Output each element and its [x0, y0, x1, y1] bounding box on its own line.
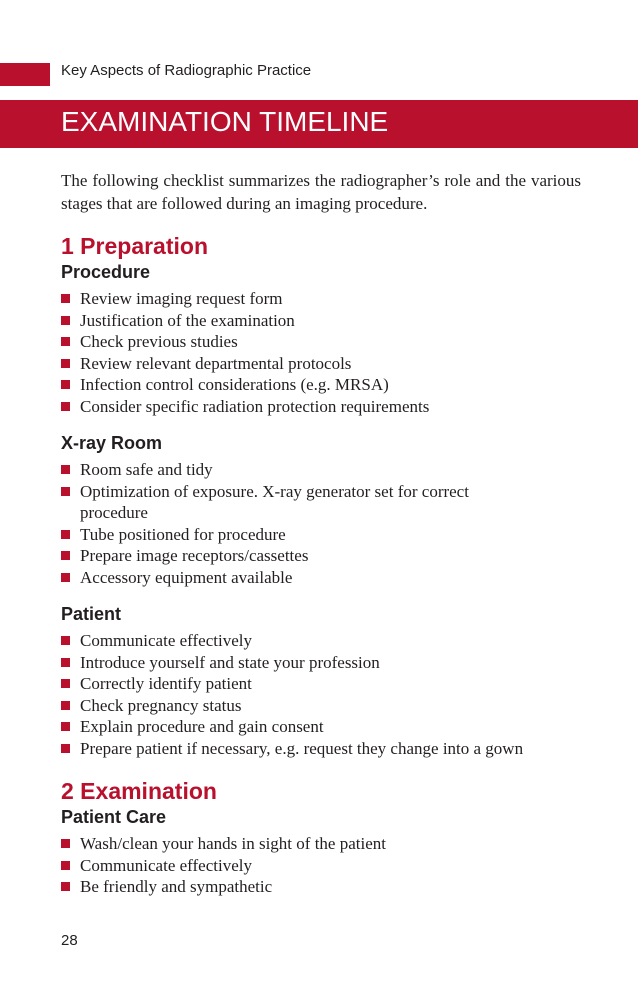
square-bullet-icon: [61, 380, 70, 389]
list-item: Justification of the examination: [61, 310, 591, 332]
list-item: Consider specific radiation protection requirements: [61, 396, 591, 418]
square-bullet-icon: [61, 551, 70, 560]
x-ray-room-checklist: [61, 459, 591, 588]
list-item: Check previous studies: [61, 331, 591, 353]
list-item: Tube positioned for procedure: [61, 524, 591, 546]
square-bullet-icon: [61, 316, 70, 325]
square-bullet-icon: [61, 294, 70, 303]
list-item: Optimization of exposure. X-ray generator set for correct procedure: [61, 481, 591, 524]
procedure-checklist: [61, 288, 591, 417]
list-item: Communicate effectively: [61, 855, 591, 877]
list-item: Check pregnancy status: [61, 695, 591, 717]
list-item: Wash/clean your hands in sight of the patient: [61, 833, 591, 855]
page-number: 28: [61, 932, 78, 949]
patient-checklist: [61, 630, 591, 759]
square-bullet-icon: [61, 658, 70, 667]
square-bullet-icon: [61, 636, 70, 645]
square-bullet-icon: [61, 465, 70, 474]
list-item: Prepare patient if necessary, e.g. request they change into a gown: [61, 738, 591, 760]
section-heading-preparation: 1 Preparation: [61, 233, 208, 259]
subheading-patient-care: Patient Care: [61, 807, 167, 827]
square-bullet-icon: [61, 487, 70, 496]
page-title: EXAMINATION TIMELINE: [61, 106, 389, 137]
square-bullet-icon: [61, 530, 70, 539]
running-head: Key Aspects of Radiographic Practice: [61, 62, 312, 79]
list-item: Review relevant departmental protocols: [61, 353, 591, 375]
square-bullet-icon: [61, 839, 70, 848]
list-item: Accessory equipment available: [61, 567, 591, 589]
subheading-patient: Patient: [61, 604, 122, 624]
list-item: Communicate effectively: [61, 630, 591, 652]
subheading-procedure: Procedure: [61, 262, 151, 282]
square-bullet-icon: [61, 701, 70, 710]
list-item: Be friendly and sympathetic: [61, 876, 591, 898]
square-bullet-icon: [61, 722, 70, 731]
list-item: Introduce yourself and state your profession: [61, 652, 591, 674]
square-bullet-icon: [61, 882, 70, 891]
list-item: Correctly identify patient: [61, 673, 591, 695]
subheading-x-ray-room: X-ray Room: [61, 433, 163, 453]
list-item: Explain procedure and gain consent: [61, 716, 591, 738]
square-bullet-icon: [61, 861, 70, 870]
list-item: Prepare image receptors/cassettes: [61, 545, 591, 567]
intro-paragraph: The following checklist summarizes the radiographer’s role and the various stages that are followed during an imaging procedure.: [61, 171, 581, 213]
square-bullet-icon: [61, 679, 70, 688]
list-item: Room safe and tidy: [61, 459, 591, 481]
patient-care-checklist: [61, 833, 591, 898]
running-head-color-block: [0, 63, 50, 86]
square-bullet-icon: [61, 337, 70, 346]
square-bullet-icon: [61, 744, 70, 753]
square-bullet-icon: [61, 402, 70, 411]
list-item: Review imaging request form: [61, 288, 591, 310]
square-bullet-icon: [61, 573, 70, 582]
list-item: Infection control considerations (e.g. MRSA): [61, 374, 591, 396]
section-heading-examination: 2 Examination: [61, 778, 217, 804]
square-bullet-icon: [61, 359, 70, 368]
